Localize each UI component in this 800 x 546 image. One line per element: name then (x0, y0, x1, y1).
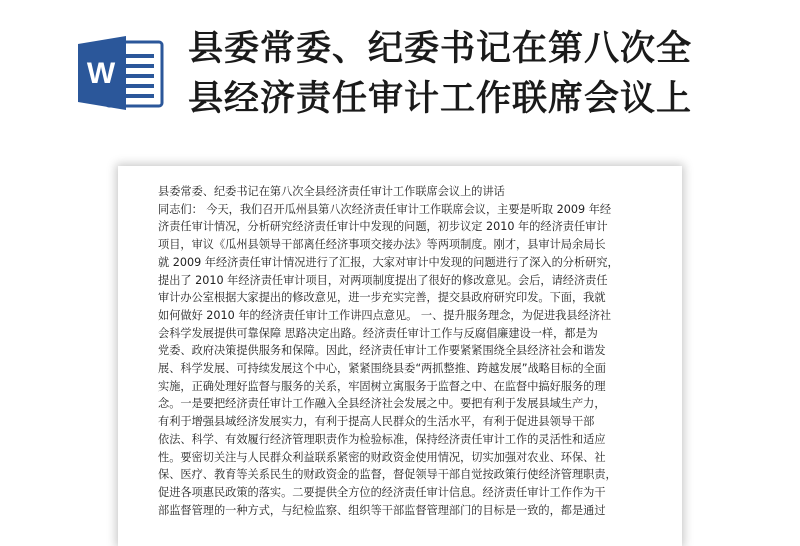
page-title-line-1: 县委常委、纪委书记在第八次全 (188, 29, 693, 69)
word-document-icon (76, 34, 166, 112)
document-line: 念。一是要把经济责任审计工作融入全县经济社会发展之中。要把有利于发展县域生产力， (158, 397, 606, 411)
document-line: 有利于增强县域经济发展实力，有利于提高人民群众的生活水平，有利于促进县领导干部 (158, 415, 595, 429)
document-line: 审计办公室根据大家提出的修改意见，进一步充实完善，提交县政府研究印发。下面，我就 (158, 291, 606, 305)
document-line: 同志们： 今天，我们召开瓜州县第八次经济责任审计工作联席会议，主要是听取 2009 年经 (158, 202, 612, 216)
document-line: 依法、科学、有效履行经济管理职责作为检验标准，保持经济责任审计工作的灵活性和适应 (158, 432, 606, 446)
document-line: 会科学发展提供可靠保障 思路决定出路。经济责任审计工作与反腐倡廉建设一样，都是为 (158, 326, 598, 340)
document-heading: 县委常委、纪委书记在第八次全县经济责任审计工作联席会议上的讲话 (158, 185, 505, 198)
document-preview-page (118, 166, 682, 546)
document-line: 如何做好 2010 年的经济责任审计工作讲四点意见。 一、提升服务理念，为促进我县经济社 (158, 308, 612, 322)
word-logo-letter: W (86, 57, 116, 90)
document-line: 部监督管理的一种方式，与纪检监察、组织等干部监督管理部门的目标是一致的，都是通过 (158, 503, 606, 517)
page-title (188, 24, 788, 124)
document-line: 项目，审议《瓜州县领导干部离任经济事项交接办法》等两项制度。刚才，县审计局余局长 (158, 238, 606, 252)
document-line: 保、医疗、教育等关系民生的财政资金的监督，督促领导干部自觉按政策行使经济管理职责， (158, 468, 617, 482)
document-body (158, 183, 648, 519)
document-line: 党委、政府决策提供服务和保障。因此，经济责任审计工作要紧紧围绕全县经济社会和谐发 (158, 344, 606, 358)
document-line: 济责任审计情况，分析研究经济责任审计中发现的问题，初步议定 2010 年的经济责任审计 (158, 220, 608, 234)
document-line: 展、科学发展、可持续发展这个中心，紧紧围绕县委“两抓整推、跨越发展”战略目标的全面 (158, 362, 606, 376)
page-title-line-2: 县经济责任审计工作联席会议上 (188, 79, 693, 119)
document-line: 实施，正确处理好监督与服务的关系，牢固树立寓服务于监督之中、在监督中搞好服务的理 (158, 379, 606, 393)
document-line: 性。要密切关注与人民群众利益联系紧密的财政资金使用情况，切实加强对农业、环保、社 (158, 450, 606, 464)
document-line: 就 2009 年经济责任审计情况进行了汇报，大家对审计中发现的问题进行了深入的分析研究， (158, 255, 619, 269)
document-line: 提出了 2010 年经济责任审计项目，对两项制度提出了很好的修改意见。会后，请经济责任 (158, 273, 608, 287)
document-line: 促进各项惠民政策的落实。二要提供全方位的经济责任审计信息。经济责任审计工作作为干 (158, 485, 606, 499)
